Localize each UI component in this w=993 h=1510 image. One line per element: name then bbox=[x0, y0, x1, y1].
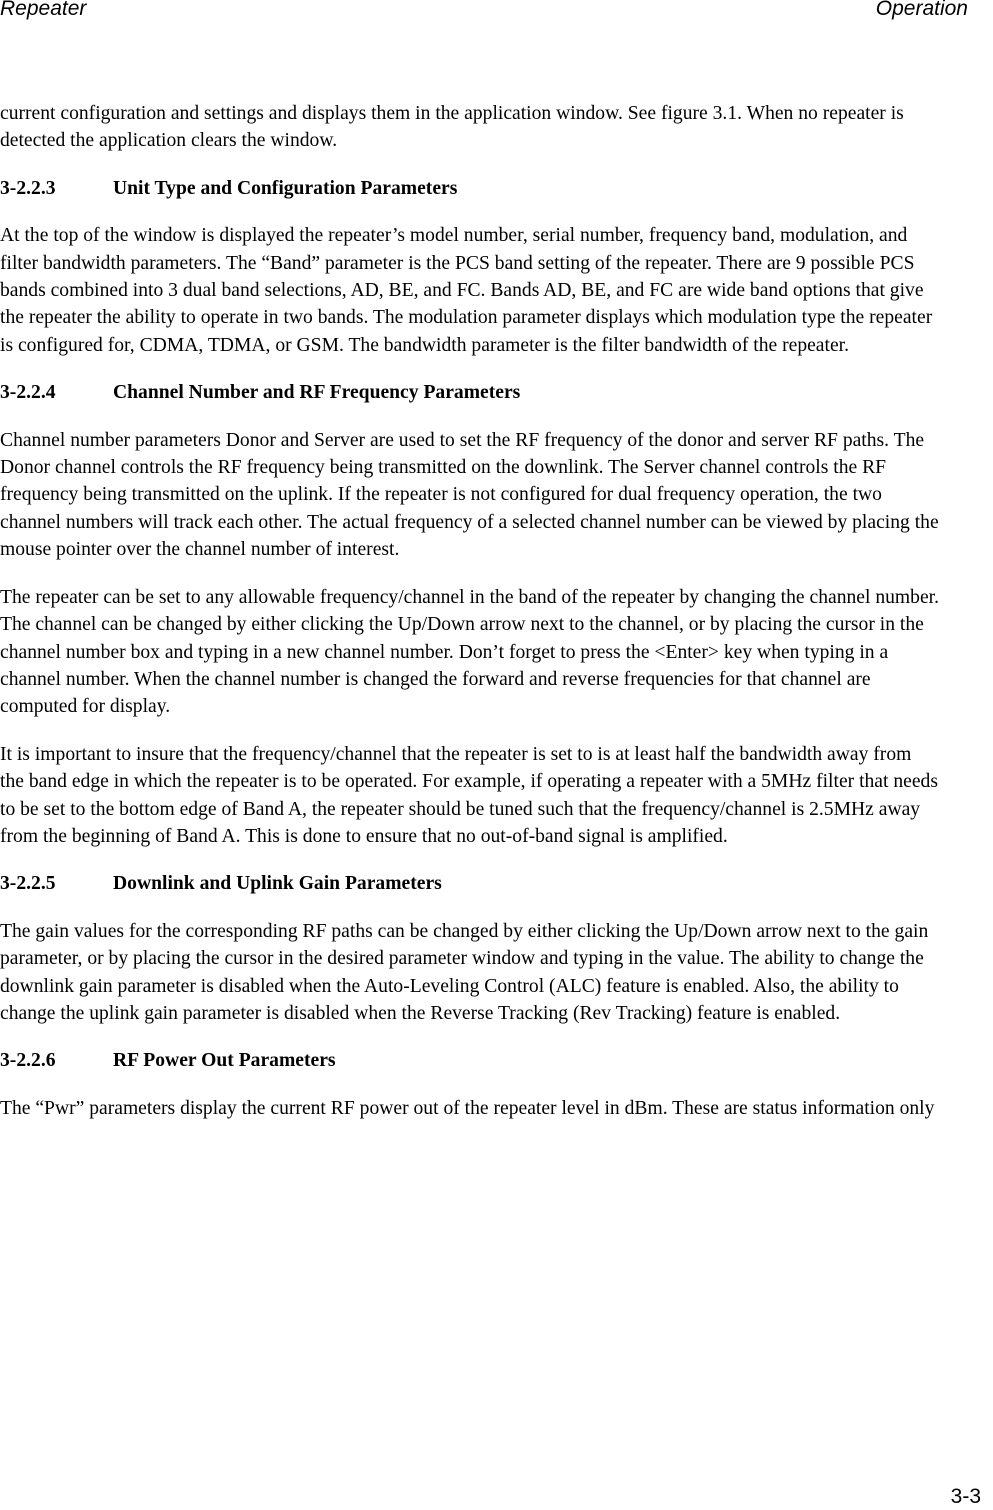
section-heading-3-2-2-3 bbox=[0, 175, 940, 202]
unit-type-paragraph: At the top of the window is displayed the repeater’s model number, serial number, frequency band, modulation, and filter bandwidth parameters. The “Band” parameter is the PCS band setting of the repeater. There are 9 possible PCS bands combined into 3 dual band selections, AD, BE, and FC. Bands AD, BE, and FC are wide band options that give the repeater the ability to operate in two bands. The modulation parameter displays which modulation type the repeater is configured for, CDMA, TDMA, or GSM. The bandwidth parameter is the filter bandwidth of the repeater. bbox=[0, 225, 933, 356]
section-heading-3-2-2-5 bbox=[0, 870, 940, 897]
power-out-paragraph: The “Pwr” parameters display the current RF power out of the repeater level in dBm. These are status information only bbox=[0, 1097, 935, 1119]
section-number: 3-2.2.5 bbox=[0, 873, 56, 895]
channel-number-paragraph-3: It is important to insure that the frequency/channel that the repeater is set to is at least half the bandwidth away from the band edge in which the repeater is to be operated. For example, if operating a repeater with a 5MHz filter that needs to be set to the bottom edge of Band A, the repeater should be tuned such that the frequency/channel is 2.5MHz away from the beginning of Band A. This is done to ensure that no out-of-band signal is amplified. bbox=[0, 743, 938, 847]
channel-number-paragraph-2: The repeater can be set to any allowable frequency/channel in the band of the repeater by changing the channel number. The channel can be changed by either clicking the Up/Down arrow next to the channel, or by placing the cursor in the channel number box and typing in a new channel number. Don’t forget to press the <Enter> key when typing in a channel number. When the channel number is changed the forward and reverse frequencies for that channel are computed for display. bbox=[0, 586, 939, 718]
section-heading-3-2-2-4 bbox=[0, 379, 940, 406]
section-number: 3-2.2.4 bbox=[0, 382, 56, 404]
gain-paragraph: The gain values for the corresponding RF paths can be changed by either clicking the Up/Down arrow next to the gain parameter, or by placing the cursor in the desired parameter window and typing in the value. The ability to change the downlink gain parameter is disabled when the Auto-Leveling Control (ALC) feature is enabled. Also, the ability to change the uplink gain parameter is disabled when the Reverse Tracking (Rev Tracking) feature is enabled. bbox=[0, 920, 929, 1024]
channel-number-paragraph-1: Channel number parameters Donor and Server are used to set the RF frequency of the donor and server RF paths. The Donor channel controls the RF frequency being transmitted on the downlink. The Server channel controls the RF frequency being transmitted on the uplink. If the repeater is not configured for dual frequency operation, the two channel numbers will track each other. The actual frequency of a selected channel number can be viewed by placing the mouse pointer over the channel number of interest. bbox=[0, 429, 939, 561]
page-number: 3-3 bbox=[950, 1485, 981, 1508]
section-title: Channel Number and RF Frequency Parameters bbox=[113, 382, 521, 404]
section-title: RF Power Out Parameters bbox=[113, 1050, 336, 1072]
running-header-left: Repeater bbox=[0, 0, 87, 20]
section-number: 3-2.2.3 bbox=[0, 177, 56, 199]
section-title: Downlink and Uplink Gain Parameters bbox=[113, 873, 442, 895]
document-body bbox=[0, 100, 940, 1142]
section-title: Unit Type and Configuration Parameters bbox=[113, 177, 458, 199]
running-header-right: Operation bbox=[875, 0, 968, 20]
intro-paragraph: current configuration and settings and displays them in the application window. See figure 3.1. When no repeater is detected the application clears the window. bbox=[0, 103, 904, 152]
section-heading-3-2-2-6 bbox=[0, 1047, 940, 1074]
section-number: 3-2.2.6 bbox=[0, 1050, 56, 1072]
